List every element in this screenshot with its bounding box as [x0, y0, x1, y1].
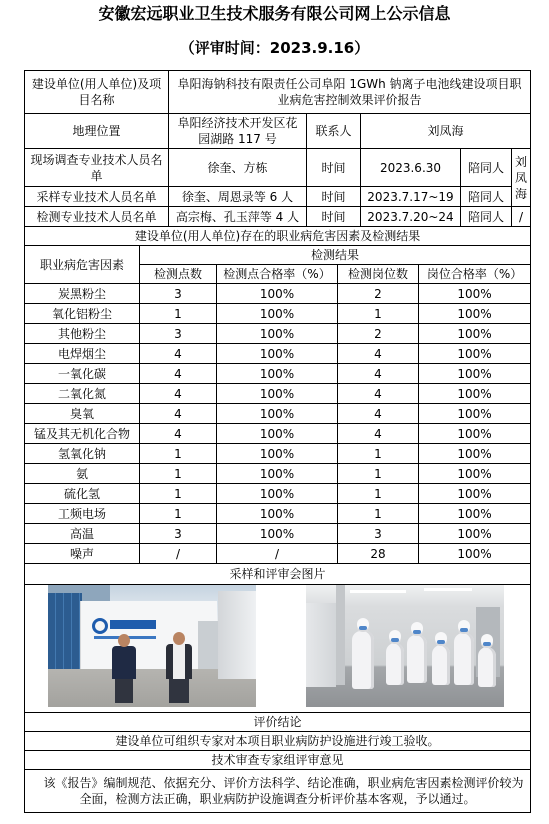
- test-point-count: 4: [140, 344, 217, 364]
- test-point-pass-rate: 100%: [217, 504, 338, 524]
- test-result-header: 检测结果: [140, 246, 531, 265]
- person-standing: [112, 646, 136, 679]
- hazard-factor: 高温: [25, 524, 140, 544]
- company-logo-icon: [92, 618, 108, 634]
- test-post-count: 4: [338, 344, 419, 364]
- survey-staff-label: 现场调查专业技术人员名单: [25, 149, 169, 187]
- hazard-row: [25, 364, 531, 384]
- sampling-time: 2023.7.17~19: [361, 187, 461, 207]
- survey-time: 2023.6.30: [361, 149, 461, 187]
- test-post-count: 2: [338, 284, 419, 304]
- test-point-pass-rate: 100%: [217, 304, 338, 324]
- testing-time: 2023.7.20~24: [361, 207, 461, 227]
- person-standing: [166, 644, 192, 679]
- glass-facade: [48, 593, 82, 669]
- hazard-row: [25, 344, 531, 364]
- test-point-count: 4: [140, 364, 217, 384]
- hazard-row: [25, 304, 531, 324]
- test-post-pass-rate: 100%: [419, 504, 531, 524]
- hazard-factor: 锰及其无机化合物: [25, 424, 140, 444]
- escort-name: 刘凤海: [512, 149, 531, 207]
- hazard-factor: 二氧化氮: [25, 384, 140, 404]
- hazard-header-section: [25, 227, 531, 284]
- hazard-header-row: [25, 246, 531, 265]
- test-post-count: 28: [338, 544, 419, 564]
- sampling-staff-row: [25, 187, 531, 207]
- test-post-pass-rate: 100%: [419, 304, 531, 324]
- test-point-pass-rate: 100%: [217, 344, 338, 364]
- hazard-row: [25, 504, 531, 524]
- test-post-pass-rate-header: 岗位合格率（%）: [419, 265, 531, 284]
- hazard-row: [25, 484, 531, 504]
- test-point-count: 1: [140, 464, 217, 484]
- test-point-count: 4: [140, 384, 217, 404]
- review-title: 技术审查专家组评审意见: [25, 751, 531, 770]
- test-post-pass-rate: 100%: [419, 524, 531, 544]
- conclusion-text: 建设单位可组织专家对本项目职业病防护设施进行竣工验收。: [25, 732, 531, 751]
- testing-escort-value: /: [512, 207, 531, 227]
- hazard-rows: [25, 284, 531, 564]
- conclusion-title: 评价结论: [25, 713, 531, 732]
- testing-time-label: 时间: [307, 207, 361, 227]
- test-point-count: 3: [140, 284, 217, 304]
- company-sign: [110, 620, 156, 629]
- person-in-protective-suit: [454, 633, 474, 685]
- test-post-count: 2: [338, 324, 419, 344]
- survey-time-label: 时间: [307, 149, 361, 187]
- person-in-protective-suit: [352, 631, 374, 689]
- project-label: 建设单位(用人单位)及项目名称: [25, 71, 169, 114]
- conclusion-title-row: [25, 713, 531, 732]
- survey-staff-row: [25, 149, 531, 187]
- review-meeting-photo: [306, 585, 504, 707]
- hazard-factor-header: 职业病危害因素: [25, 246, 140, 284]
- hazard-row: [25, 544, 531, 564]
- disclosure-table: [24, 70, 531, 813]
- hazard-factor: 炭黑粉尘: [25, 284, 140, 304]
- photo-strip: [28, 585, 527, 712]
- hazard-section-title: 建设单位(用人单位)存在的职业病危害因素及检测结果: [25, 227, 531, 246]
- hazard-factor: 氢氧化钠: [25, 444, 140, 464]
- test-point-pass-rate: 100%: [217, 424, 338, 444]
- hazard-factor: 电焊烟尘: [25, 344, 140, 364]
- equipment-cabinet: [306, 603, 336, 687]
- hazard-row: [25, 284, 531, 304]
- project-info-section: [25, 71, 531, 227]
- test-post-count: 4: [338, 404, 419, 424]
- test-point-count: 1: [140, 444, 217, 464]
- test-point-count: 4: [140, 424, 217, 444]
- test-post-count: 3: [338, 524, 419, 544]
- conclusion-text-row: [25, 732, 531, 751]
- test-point-pass-rate: 100%: [217, 284, 338, 304]
- contact-value: 刘凤海: [361, 114, 531, 149]
- test-post-count: 1: [338, 304, 419, 324]
- page-title: 安徽宏远职业卫生技术服务有限公司网上公示信息: [98, 4, 451, 23]
- testing-staff-names: 高宗梅、孔玉萍等 4 人: [169, 207, 307, 227]
- test-point-count: /: [140, 544, 217, 564]
- project-row: [25, 71, 531, 114]
- survey-staff-names: 徐奎、方栋: [169, 149, 307, 187]
- hazard-factor: 一氧化碳: [25, 364, 140, 384]
- test-point-pass-rate: 100%: [217, 404, 338, 424]
- test-point-pass-rate: 100%: [217, 464, 338, 484]
- hazard-factor: 工频电场: [25, 504, 140, 524]
- testing-escort-label: 陪同人: [461, 207, 512, 227]
- test-post-pass-rate: 100%: [419, 324, 531, 344]
- test-point-pass-rate: /: [217, 544, 338, 564]
- review-opinion-row: [25, 770, 531, 813]
- contact-label: 联系人: [307, 114, 361, 149]
- hazard-factor: 氧化铝粉尘: [25, 304, 140, 324]
- project-name-value: 阜阳海钠科技有限责任公司阜阳 1GWh 钠离子电池线建设项目职业病危害控制效果评价报告: [169, 71, 531, 114]
- location-row: [25, 114, 531, 149]
- test-post-pass-rate: 100%: [419, 444, 531, 464]
- test-post-pass-rate: 100%: [419, 484, 531, 504]
- test-point-pass-rate: 100%: [217, 444, 338, 464]
- test-post-count: 1: [338, 464, 419, 484]
- test-point-count: 1: [140, 484, 217, 504]
- person-in-protective-suit: [407, 635, 427, 683]
- photo-cell: [25, 585, 531, 713]
- ceiling-light: [350, 590, 406, 593]
- site-visit-photo: [48, 585, 256, 707]
- sampling-time-label: 时间: [307, 187, 361, 207]
- person-in-protective-suit: [432, 645, 450, 685]
- hazard-factor: 氨: [25, 464, 140, 484]
- pillar: [336, 585, 345, 685]
- test-post-count: 1: [338, 484, 419, 504]
- hazard-row: [25, 404, 531, 424]
- white-building-wall: [80, 601, 217, 669]
- test-post-pass-rate: 100%: [419, 284, 531, 304]
- test-post-count: 4: [338, 424, 419, 444]
- test-point-pass-rate: 100%: [217, 524, 338, 544]
- test-post-count: 1: [338, 504, 419, 524]
- test-point-count: 3: [140, 524, 217, 544]
- test-post-pass-rate: 100%: [419, 344, 531, 364]
- test-point-pass-rate-header: 检测点合格率（%）: [217, 265, 338, 284]
- survey-escort-label: 陪同人: [461, 149, 512, 187]
- hazard-row: [25, 424, 531, 444]
- tail-section: [25, 564, 531, 813]
- test-point-pass-rate: 100%: [217, 324, 338, 344]
- photo-section-title: 采样和评审会图片: [25, 564, 531, 585]
- hazard-section-row: [25, 227, 531, 246]
- person-in-protective-suit: [386, 643, 404, 685]
- test-point-pass-rate: 100%: [217, 364, 338, 384]
- hazard-factor: 噪声: [25, 544, 140, 564]
- test-post-count: 4: [338, 364, 419, 384]
- test-post-pass-rate: 100%: [419, 544, 531, 564]
- test-post-pass-rate: 100%: [419, 404, 531, 424]
- test-post-count: 1: [338, 444, 419, 464]
- hazard-row: [25, 464, 531, 484]
- location-label: 地理位置: [25, 114, 169, 149]
- test-post-pass-rate: 100%: [419, 464, 531, 484]
- hazard-row: [25, 524, 531, 544]
- test-point-count: 1: [140, 504, 217, 524]
- test-post-count-header: 检测岗位数: [338, 265, 419, 284]
- test-post-pass-rate: 100%: [419, 384, 531, 404]
- review-date-subtitle: （评审时间：2023.9.16）: [179, 39, 370, 57]
- test-point-count: 4: [140, 404, 217, 424]
- review-opinion-text: 该《报告》编制规范、依据充分、评价方法科学、结论准确，职业病危害因素检测评价较为全面，检测方法正确，职业病防护设施调查分析评价基本客观，予以通过。: [25, 770, 531, 813]
- testing-staff-label: 检测专业技术人员名单: [25, 207, 169, 227]
- hazard-factor: 硫化氢: [25, 484, 140, 504]
- entrance-door: [198, 621, 218, 669]
- test-point-count: 3: [140, 324, 217, 344]
- test-post-count: 4: [338, 384, 419, 404]
- photo-section-row: [25, 564, 531, 585]
- side-structure: [218, 591, 256, 679]
- sampling-staff-names: 徐奎、周恩录等 6 人: [169, 187, 307, 207]
- hazard-row: [25, 384, 531, 404]
- test-post-pass-rate: 100%: [419, 424, 531, 444]
- test-point-pass-rate: 100%: [217, 384, 338, 404]
- test-point-pass-rate: 100%: [217, 484, 338, 504]
- location-value: 阜阳经济技术开发区花园湖路 117 号: [169, 114, 307, 149]
- testing-staff-row: [25, 207, 531, 227]
- hazard-row: [25, 324, 531, 344]
- person-in-protective-suit: [478, 647, 496, 687]
- review-title-row: [25, 751, 531, 770]
- photo-row: [25, 585, 531, 713]
- test-post-pass-rate: 100%: [419, 364, 531, 384]
- test-point-count: 1: [140, 304, 217, 324]
- test-point-count-header: 检测点数: [140, 265, 217, 284]
- sampling-escort-label: 陪同人: [461, 187, 512, 207]
- hazard-factor: 其他粉尘: [25, 324, 140, 344]
- hazard-factor: 臭氧: [25, 404, 140, 424]
- ceiling-light: [424, 588, 472, 591]
- sampling-staff-label: 采样专业技术人员名单: [25, 187, 169, 207]
- hazard-row: [25, 444, 531, 464]
